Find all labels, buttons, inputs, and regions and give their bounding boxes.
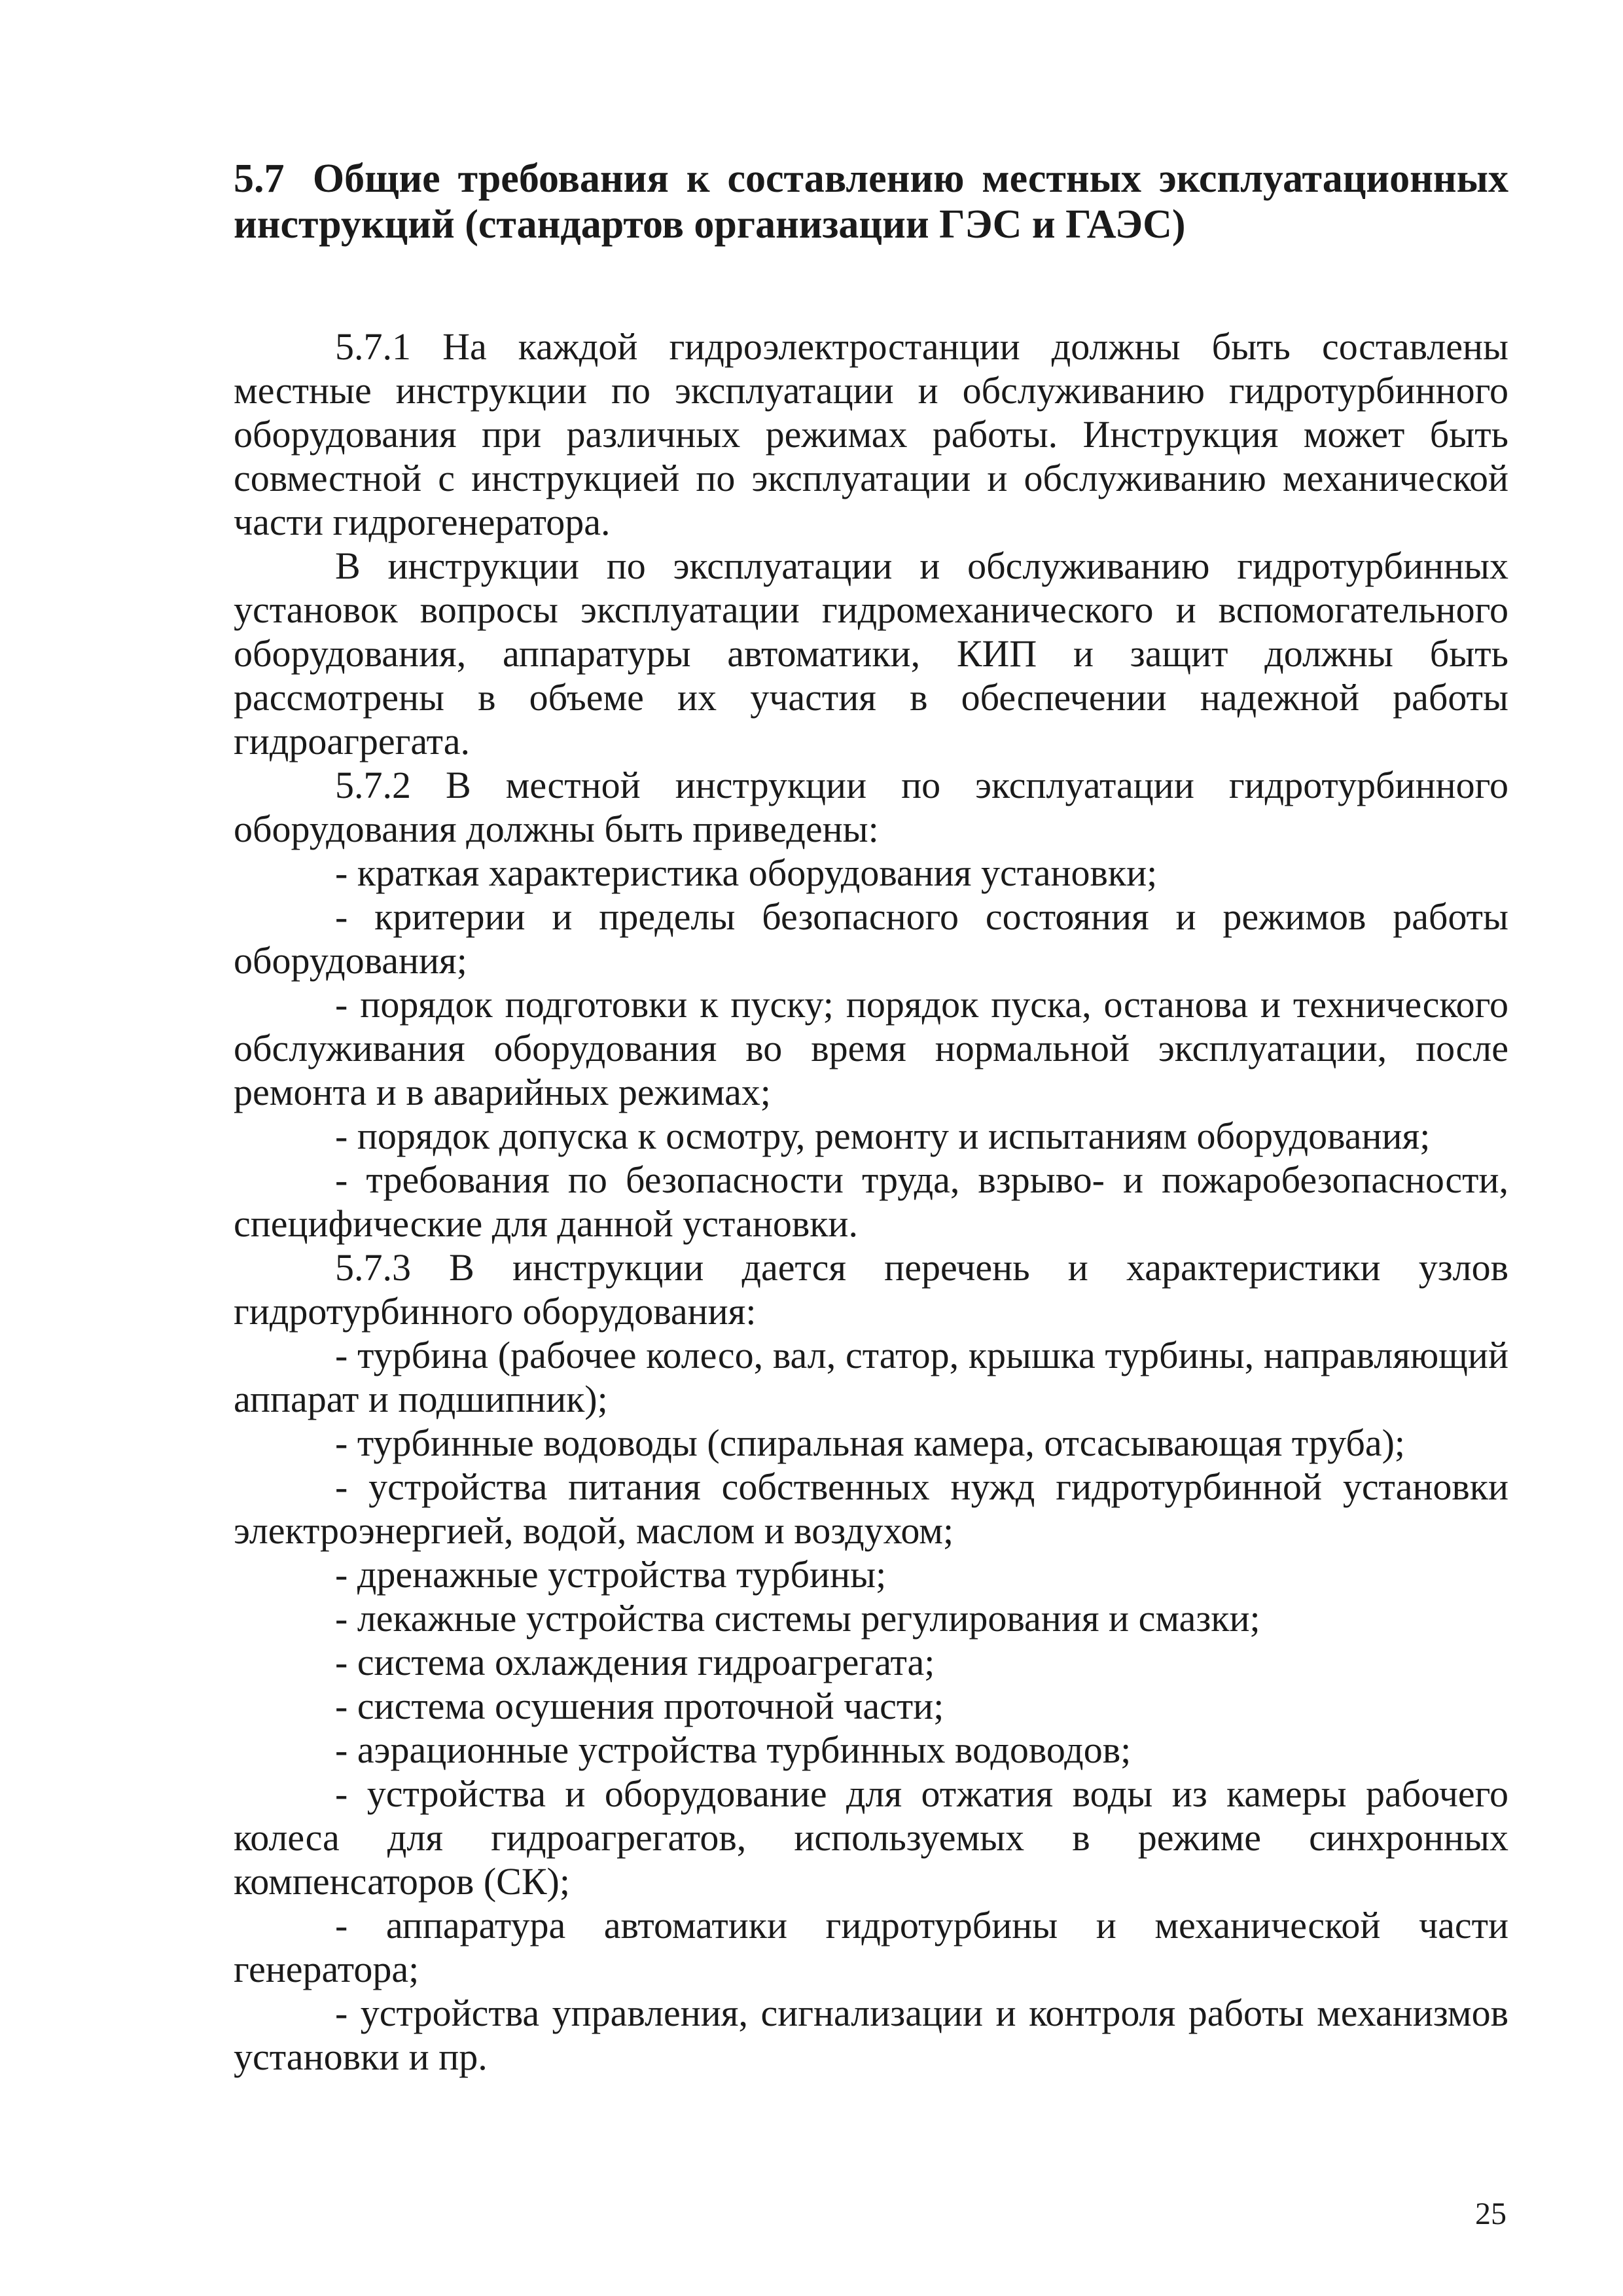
list-item: - критерии и пределы безопасного состояния и режимов работы оборудования; <box>234 895 1508 982</box>
paragraph-5-7-1: 5.7.1 На каждой гидроэлектростанции должны быть составлены местные инструкции по эксплуатации и обслуживанию гидротурбинного оборудования при различных режимах работы. Инструкция может быть совместной с инструкцией по эксплуатации и обслуживанию механической части гидрогенератора. <box>234 325 1508 543</box>
list-item: - дренажные устройства турбины; <box>335 1553 887 1596</box>
paragraph: В инструкции по эксплуатации и обслуживанию гидротурбинных установок вопросы эксплуатации гидромеханического и вспомогательного оборудования, аппаратуры автоматики, КИП и защит должны быть рассмотрены в объеме их участия в обеспечении надежной работы гидроагрегата. <box>234 545 1508 762</box>
list-item: - система охлаждения гидроагрегата; <box>335 1641 935 1683</box>
section-heading <box>234 156 1508 247</box>
list-item: - аппаратура автоматики гидротурбины и механической части генератора; <box>234 1904 1508 1990</box>
page-number: 25 <box>1475 2197 1507 2231</box>
paragraph-5-7-2: 5.7.2 В местной инструкции по эксплуатации гидротурбинного оборудования должны быть приведены: <box>234 764 1508 850</box>
list-item: - турбина (рабочее колесо, вал, статор, крышка турбины, направляющий аппарат и подшипник); <box>234 1334 1508 1420</box>
list-item: - порядок допуска к осмотру, ремонту и испытаниям оборудования; <box>335 1115 1431 1157</box>
section-number: 5.7 <box>234 156 285 201</box>
document-page <box>234 156 1508 2185</box>
list-item: - порядок подготовки к пуску; порядок пуска, останова и технического обслуживания оборудования во время нормальной эксплуатации, после ремонта и в аварийных режимах; <box>234 983 1508 1113</box>
list-item: - устройства управления, сигнализации и контроля работы механизмов установки и пр. <box>234 1992 1508 2078</box>
list-item: - аэрационные устройства турбинных водоводов; <box>335 1729 1132 1771</box>
list-item: - устройства и оборудование для отжатия воды из камеры рабочего колеса для гидроагрегатов, используемых в режиме синхронных компенсаторов (СК); <box>234 1772 1508 1903</box>
document-body <box>234 325 1508 2079</box>
list-item: - требования по безопасности труда, взрыво- и пожаробезопасности, специфические для данной установки. <box>234 1158 1508 1245</box>
list-item: - устройства питания собственных нужд гидротурбинной установки электроэнергией, водой, маслом и воздухом; <box>234 1465 1508 1552</box>
paragraph-5-7-3: 5.7.3 В инструкции дается перечень и характеристики узлов гидротурбинного оборудования: <box>234 1246 1508 1333</box>
list-item: - краткая характеристика оборудования установки; <box>335 852 1158 894</box>
list-item: - турбинные водоводы (спиральная камера, отсасывающая труба); <box>335 1422 1406 1464</box>
list-item: - лекажные устройства системы регулирования и смазки; <box>335 1597 1260 1640</box>
list-item: - система осушения проточной части; <box>335 1685 944 1727</box>
section-title: Общие требования к составлению местных эксплуатационных инструкций (стандартов организации ГЭС и ГАЭС) <box>234 156 1508 247</box>
